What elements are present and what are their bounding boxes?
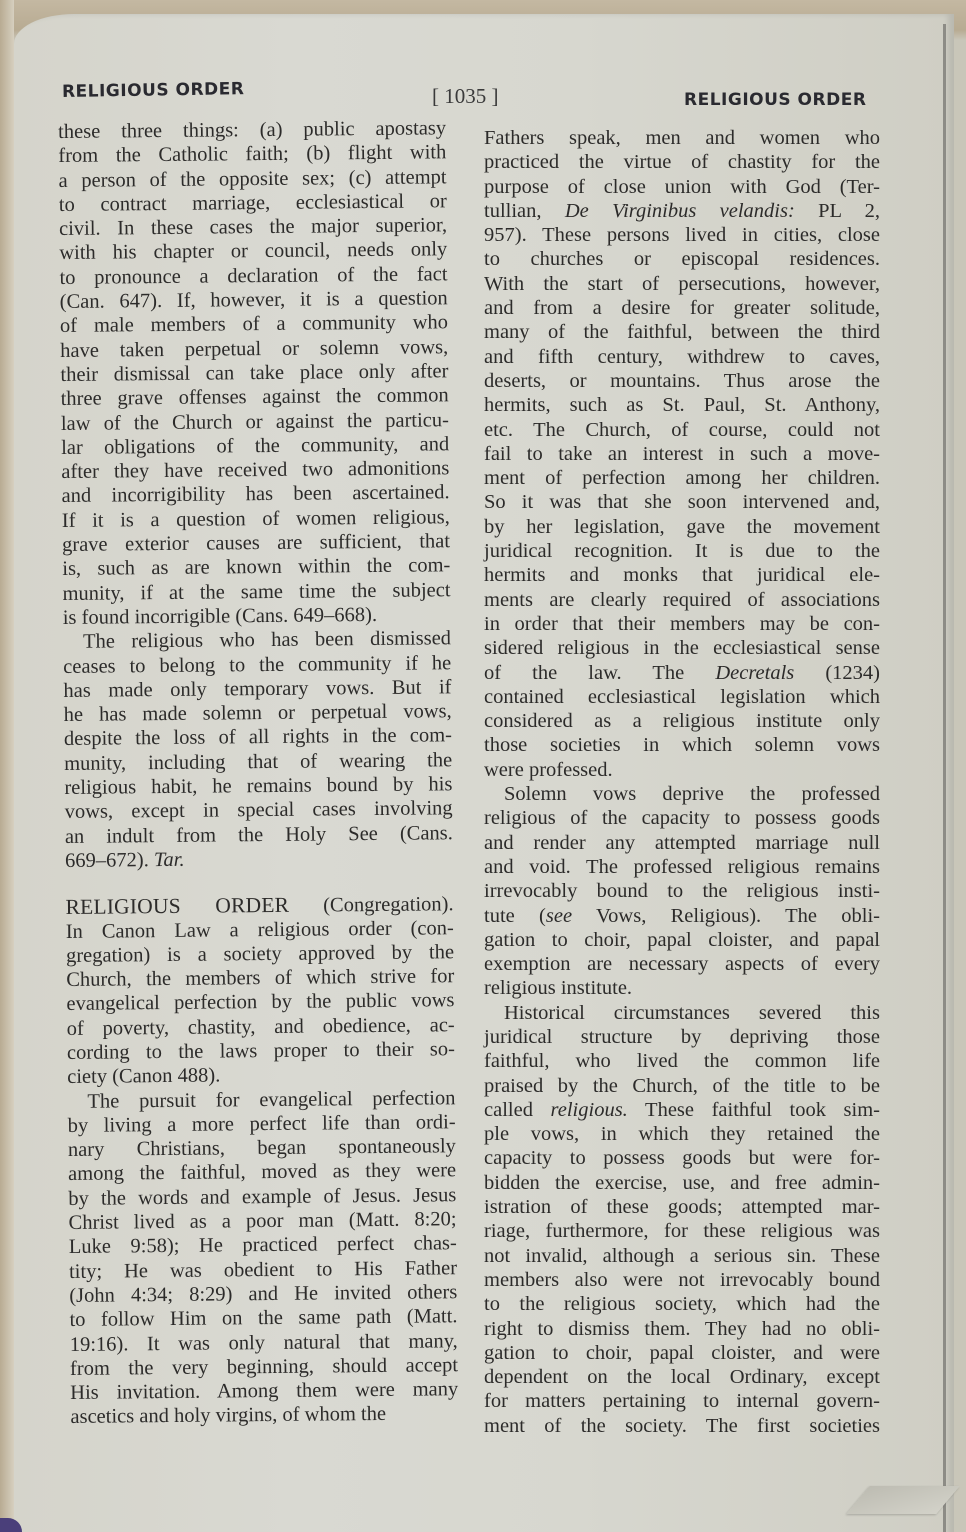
text-line: sidered religious in the ecclesiastical sense — [484, 637, 880, 660]
entry-title-suffix: (Congregation). — [323, 893, 454, 917]
text-line: their dismissal can take place only after — [60, 360, 449, 386]
text-line: and render any attempted marriage null — [484, 831, 880, 854]
left-column — [58, 116, 459, 1429]
text-line: His invitation. Among them were many — [70, 1378, 459, 1405]
text-line-see — [484, 904, 880, 928]
text-line: capacity to possess goods but were for- — [484, 1147, 880, 1170]
text-line: and fifth century, withdrew to caves, — [484, 345, 880, 368]
text-fragment: called — [484, 1098, 533, 1121]
running-head-left: RELIGIOUS ORDER — [61, 79, 245, 102]
text-fragment: PL 2, — [818, 199, 880, 222]
text-fragment: tullian, — [484, 199, 542, 222]
text-line: ceases to belong to the community if he — [63, 651, 452, 678]
text-line: religious of the capacity to possess goods — [484, 807, 880, 830]
text-line: by her legislation, gave the movement — [484, 515, 880, 538]
text-line: of male members of a community who — [59, 311, 449, 338]
text-line: of poverty, chastity, and obedience, ac- — [66, 1013, 455, 1040]
text-line: is, such as are known within the com- — [62, 554, 451, 581]
right-lines-e — [484, 1122, 880, 1438]
text-line: ments are clearly required of associations — [484, 588, 880, 611]
text-line: hermits, such as St. Paul, St. Anthony, — [484, 394, 880, 417]
text-line: religious habit, he remains bound by his — [64, 773, 453, 799]
text-line: civil. In these cases the major superior, — [58, 214, 448, 241]
text-line: juridical structure by depriving those — [484, 1025, 880, 1048]
right-lines-b — [484, 223, 880, 660]
right-column — [484, 126, 880, 1438]
text-line: 669–672). — [65, 849, 149, 872]
text-line: ple vows, in which they retained the — [484, 1123, 880, 1146]
text-line: many of the faithful, between the third — [484, 321, 880, 344]
text-line-tertullian — [484, 199, 880, 223]
text-line: dependent on the local Ordinary, except — [484, 1366, 880, 1389]
text-line: right to dismiss them. They had no obli- — [484, 1317, 880, 1340]
text-line: (John 4:34; 8:29) and He invited others — [69, 1281, 458, 1307]
text-line: nary Christians, began spontaneously — [67, 1135, 456, 1162]
text-fragment: of the law. The — [484, 661, 685, 684]
text-line: ment of the society. The first societies — [484, 1414, 880, 1437]
text-line: from the Catholic faith; (b) flight with — [58, 141, 447, 168]
text-line: from the very beginning, should accept — [69, 1354, 459, 1380]
text-line: hermits and monks that juridical ele- — [484, 564, 880, 587]
text-line: 19:16). It was only natural that many, — [69, 1329, 458, 1356]
text-line: munity, if at the same time the subject — [62, 578, 451, 605]
text-line: those societies in which solemn vows — [484, 734, 880, 757]
text-line: Solemn vows deprive the professed — [504, 783, 880, 806]
left-column-continuation — [58, 116, 453, 849]
text-line: juridical recognition. It is due to the — [484, 540, 880, 563]
text-line: Christ lived as a poor man (Matt. 8:20; — [68, 1208, 457, 1235]
text-line: a person of the opposite sex; (c) attempt — [58, 165, 447, 192]
entry-body — [66, 916, 459, 1430]
text-line: has made only temporary vows. But if — [63, 676, 452, 702]
text-fragment: (1234) — [825, 661, 880, 684]
text-line: with his chapter or council, needs only — [59, 238, 448, 265]
text-line-decretals — [484, 661, 880, 685]
text-line: bidden the exercise, use, and free admin- — [484, 1171, 880, 1194]
text-line: ascetics and holy virgins, of whom the — [70, 1403, 387, 1429]
book-spine — [0, 0, 14, 1532]
text-line: fail to take an interest in such a move- — [484, 442, 880, 465]
text-line: deserts, or mountains. Thus arose the — [484, 369, 880, 392]
text-line: among the faithful, moved as they were — [68, 1159, 457, 1186]
text-line: gation to choir, papal cloister, and were — [484, 1341, 880, 1364]
text-line: and from a desire for greater solitude, — [484, 297, 880, 320]
text-line: purpose of close union with God (Ter- — [484, 175, 880, 198]
text-line: Luke 9:58); He practiced perfect chas- — [68, 1232, 457, 1259]
text-line: vows, except in special cases involving — [64, 797, 453, 824]
text-line: is found incorrigible (Cans. 649–668). — [62, 603, 378, 629]
text-line: considered as a religious institute only — [484, 710, 880, 733]
text-line: despite the loss of all rights in the com- — [63, 724, 453, 751]
text-line: and incorrigibility has been ascertained. — [61, 481, 450, 508]
text-line: religious institute. — [484, 977, 633, 1000]
text-fragment: tute ( — [484, 904, 546, 927]
text-line: lar obligations of the community, and — [61, 433, 450, 459]
right-lines-a — [484, 126, 880, 199]
text-line: istration of these goods; attempted mar- — [484, 1196, 880, 1219]
entry-title: RELIGIOUS ORDER — [65, 893, 290, 920]
italic-title: De Virginibus velandis: — [564, 199, 795, 222]
text-line: In Canon Law a religious order (con- — [65, 916, 454, 943]
text-line: riage, furthermore, for these religious was — [484, 1220, 880, 1243]
text-line: he has made solemn or perpetual vows, — [63, 700, 452, 727]
text-line: faithful, who lived the common life — [484, 1050, 880, 1073]
text-line: contained ecclesiastical legislation which — [484, 685, 880, 708]
text-line: by the words and example of Jesus. Jesus — [68, 1183, 457, 1210]
text-line: With the start of persecutions, however, — [484, 272, 880, 295]
text-line: Fathers speak, men and women who — [484, 127, 880, 149]
text-line: in order that their members may be con- — [484, 612, 880, 635]
text-line-signature — [65, 845, 453, 873]
text-line: praised by the Church, of the title to be — [484, 1074, 880, 1097]
text-line: to churches or episcopal residences. — [484, 248, 880, 271]
text-line: cording to the laws proper to their so- — [66, 1038, 456, 1064]
text-line: to contract marriage, ecclesiastical or — [58, 190, 447, 216]
text-line: etc. The Church, of course, could not — [484, 418, 880, 441]
text-line: The pursuit for evangelical perfection — [87, 1086, 456, 1113]
text-line: gation to choir, papal cloister, and papal — [484, 928, 880, 951]
text-line: to pronounce a declaration of the fact — [59, 263, 448, 289]
text-line: Historical circumstances severed this — [504, 1001, 880, 1024]
text-line: law of the Church or against the particu- — [60, 408, 450, 435]
text-fragment: Vows, Religious). The obli- — [596, 904, 880, 927]
text-line: after they have received two admonitions — [61, 457, 450, 484]
text-line: tity; He was obedient to His Father — [68, 1256, 458, 1283]
text-line: exemption are necessary aspects of every — [484, 953, 880, 976]
text-line: an indult from the Holy See (Cans. — [64, 821, 453, 848]
page-number: [ 1035 ] — [432, 84, 499, 108]
text-line: evangelical perfection by the public vows — [66, 989, 455, 1016]
author-initials: Tar. — [153, 848, 185, 872]
text-line: for matters pertaining to internal govern- — [484, 1390, 880, 1413]
text-line: munity, including that of wearing the — [64, 748, 453, 775]
italic-title: Decretals — [715, 661, 795, 684]
text-line: Church, the members of which strive for — [66, 965, 455, 992]
italic-word: religious. — [550, 1098, 628, 1121]
text-line: to the religious society, which had the — [484, 1293, 880, 1316]
running-head-right: RELIGIOUS ORDER — [684, 90, 867, 110]
entry-heading — [65, 891, 453, 919]
text-line: members also were not irrevocably bound — [484, 1268, 880, 1291]
text-line: So it was that she soon intervened and, — [484, 491, 880, 514]
text-line: and void. The professed religious remains — [484, 855, 880, 878]
text-line: by living a more perfect life than ordi- — [67, 1111, 456, 1137]
text-line: The religious who has been dismissed — [82, 627, 452, 654]
text-line: have taken perpetual or solemn vows, — [60, 335, 449, 362]
text-line: were professed. — [484, 758, 613, 781]
text-line: not invalid, although a serious sin. These — [484, 1244, 880, 1267]
text-line: 957). These persons lived in cities, close — [484, 224, 880, 247]
text-line: (Can. 647). If, however, it is a question — [59, 287, 448, 314]
text-line: gregation) is a society approved by the — [65, 941, 455, 967]
text-line-called — [484, 1098, 880, 1122]
page-edge — [943, 24, 946, 1532]
right-lines-c — [484, 685, 880, 904]
text-line: irrevocably bound to the religious insti- — [484, 880, 880, 903]
text-fragment: These faithful took sim- — [645, 1098, 880, 1121]
text-line: ciety (Canon 488). — [67, 1064, 221, 1089]
text-line: practiced the virtue of chastity for the — [484, 151, 880, 174]
right-lines-d — [484, 928, 880, 1098]
text-line: three grave offenses against the common — [60, 384, 449, 411]
text-line: ment of perfection among her children. — [484, 467, 880, 490]
text-line: to follow Him on the same path (Matt. — [69, 1305, 458, 1332]
text-line: grave exterior causes are sufficient, that — [61, 530, 451, 557]
text-line: these three things: (a) public apostasy — [58, 117, 447, 143]
italic-word: see — [545, 904, 573, 927]
text-line: If it is a question of women religious, — [61, 506, 450, 532]
